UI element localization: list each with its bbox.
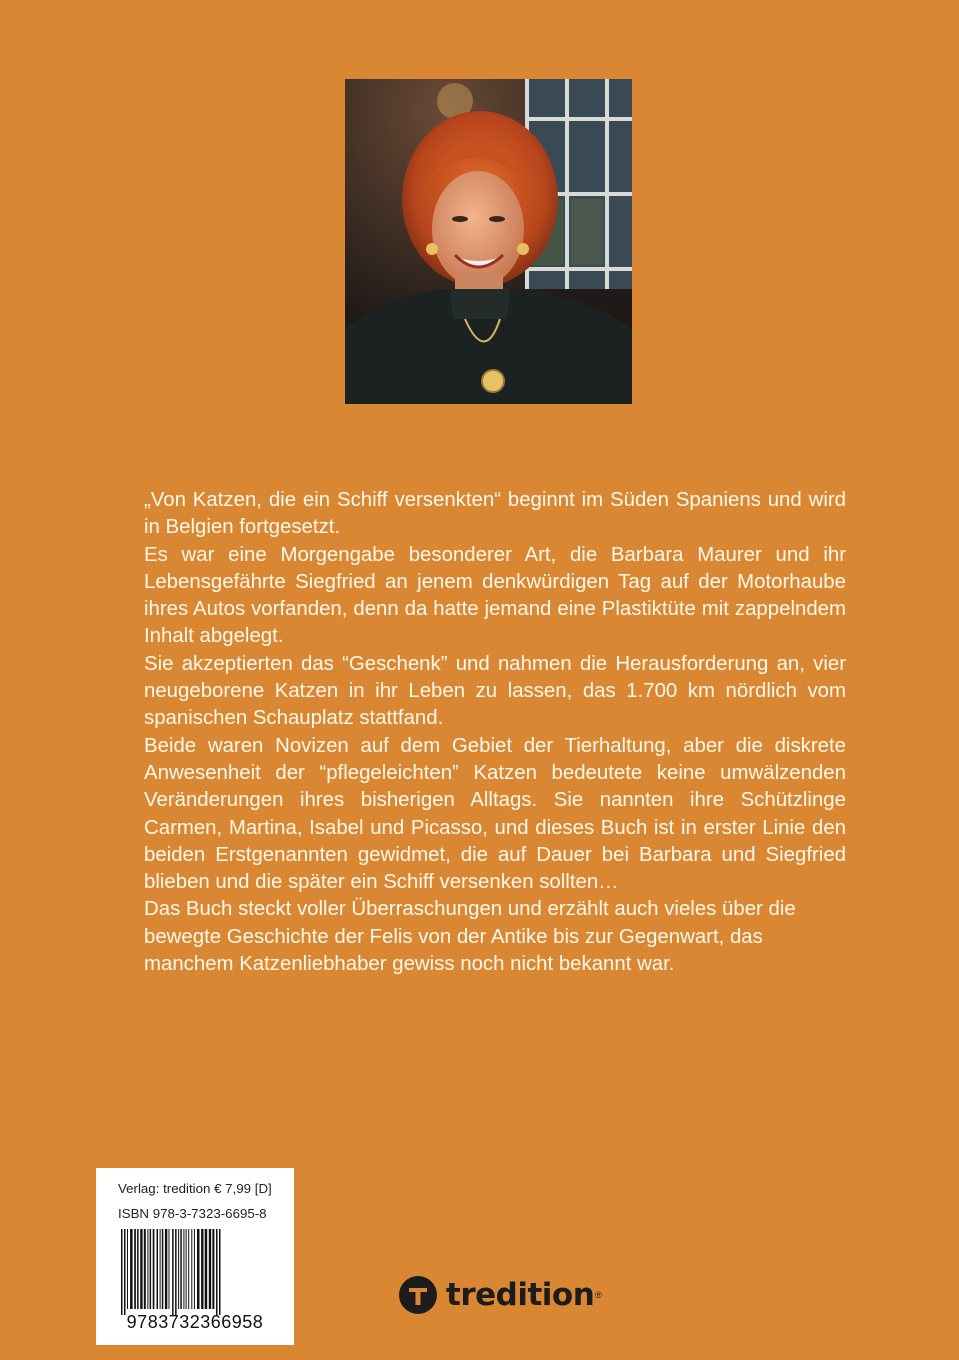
barcode-bar bbox=[153, 1229, 155, 1309]
publisher-name: tredition bbox=[446, 1277, 595, 1313]
barcode-bar bbox=[121, 1229, 123, 1315]
ean-number: 9783732366958 bbox=[126, 1312, 264, 1332]
barcode-bar bbox=[137, 1229, 139, 1309]
blurb-paragraph-1: „Von Katzen, die ein Schiff versenkten“ beginnt im Süden Spaniens und wird in Belgien fortgesetzt. bbox=[144, 489, 846, 539]
barcode-bar bbox=[212, 1229, 214, 1309]
barcode-bar bbox=[140, 1229, 142, 1309]
price-isbn-box bbox=[96, 1168, 294, 1345]
barcode-bar bbox=[124, 1229, 126, 1315]
barcode-bar bbox=[162, 1229, 164, 1309]
barcode bbox=[121, 1229, 271, 1315]
barcode-bar bbox=[180, 1229, 182, 1309]
barcode-bar bbox=[175, 1229, 177, 1315]
barcode-bar bbox=[197, 1229, 200, 1309]
barcode-bar bbox=[178, 1229, 179, 1309]
barcode-bar bbox=[160, 1229, 161, 1309]
barcode-bar bbox=[183, 1229, 184, 1309]
isbn-line: ISBN 978-3-7323-6695-8 bbox=[118, 1206, 267, 1221]
barcode-bar bbox=[130, 1229, 133, 1309]
tredition-logo-icon bbox=[398, 1275, 438, 1315]
blurb-paragraph-5: Das Buch steckt voller Überraschungen und erzählt auch vieles über die bewegte Geschichte der Felis von der Antike bis zur Gegenwart, das manchem Katzenliebhaber gewiss noch nicht bekannt war. bbox=[144, 898, 796, 976]
barcode-bar bbox=[165, 1229, 167, 1309]
barcode-bar bbox=[216, 1229, 218, 1315]
blurb-paragraph-3: Sie akzeptierten das “Geschenk” und nahmen die Herausforderung an, vier neugeborene Katzen in ihr Leben zu lassen, das 1.700 km nördlich vom spanischen Schauplatz stattfand. bbox=[144, 652, 846, 730]
barcode-bar bbox=[194, 1229, 195, 1309]
blurb-text bbox=[144, 487, 846, 978]
author-photo bbox=[345, 79, 632, 404]
barcode-bar bbox=[205, 1229, 208, 1309]
blurb-paragraph-2: Es war eine Morgengabe besonderer Art, die Barbara Maurer und ihr Lebensgefährte Siegfried an jenem denkwürdigen Tag auf der Motorhaube ihres Autos vorfanden, denn da hatte jemand eine Plastiktüte mit zappelndem Inhalt abgelegt. bbox=[144, 543, 846, 648]
barcode-bar bbox=[188, 1229, 189, 1309]
barcode-bar bbox=[150, 1229, 152, 1309]
barcode-bar bbox=[172, 1229, 174, 1315]
blurb-paragraph-4: Beide waren Novizen auf dem Gebiet der Tierhaltung, aber die diskrete Anwesenheit der “pflegeleichten” Katzen bedeutete keine umwälzenden Veränderungen ihres bisherigen Alltags. Sie nannten ihre Schützlinge Carmen, Martina, Isabel und Picasso, und dieses Buch ist in erster Linie den beiden Erstgenannten gewidmet, die auf Dauer bei Barbara und Siegfried blieben und die später ein Schiff versenken sollten… bbox=[144, 734, 846, 894]
barcode-bar bbox=[191, 1229, 192, 1309]
barcode-bar bbox=[127, 1229, 128, 1309]
price-line: Verlag: tredition € 7,99 [D] bbox=[118, 1181, 272, 1196]
barcode-bar bbox=[219, 1229, 221, 1315]
publisher-logo bbox=[398, 1274, 602, 1316]
barcode-bar bbox=[169, 1229, 170, 1309]
barcode-bar bbox=[157, 1229, 159, 1309]
barcode-bar bbox=[201, 1229, 203, 1309]
registered-mark: ® bbox=[595, 1290, 602, 1300]
barcode-bar bbox=[134, 1229, 136, 1309]
barcode-bar bbox=[209, 1229, 211, 1309]
barcode-bar bbox=[186, 1229, 187, 1309]
barcode-bar bbox=[144, 1229, 146, 1309]
barcode-bar bbox=[147, 1229, 148, 1309]
